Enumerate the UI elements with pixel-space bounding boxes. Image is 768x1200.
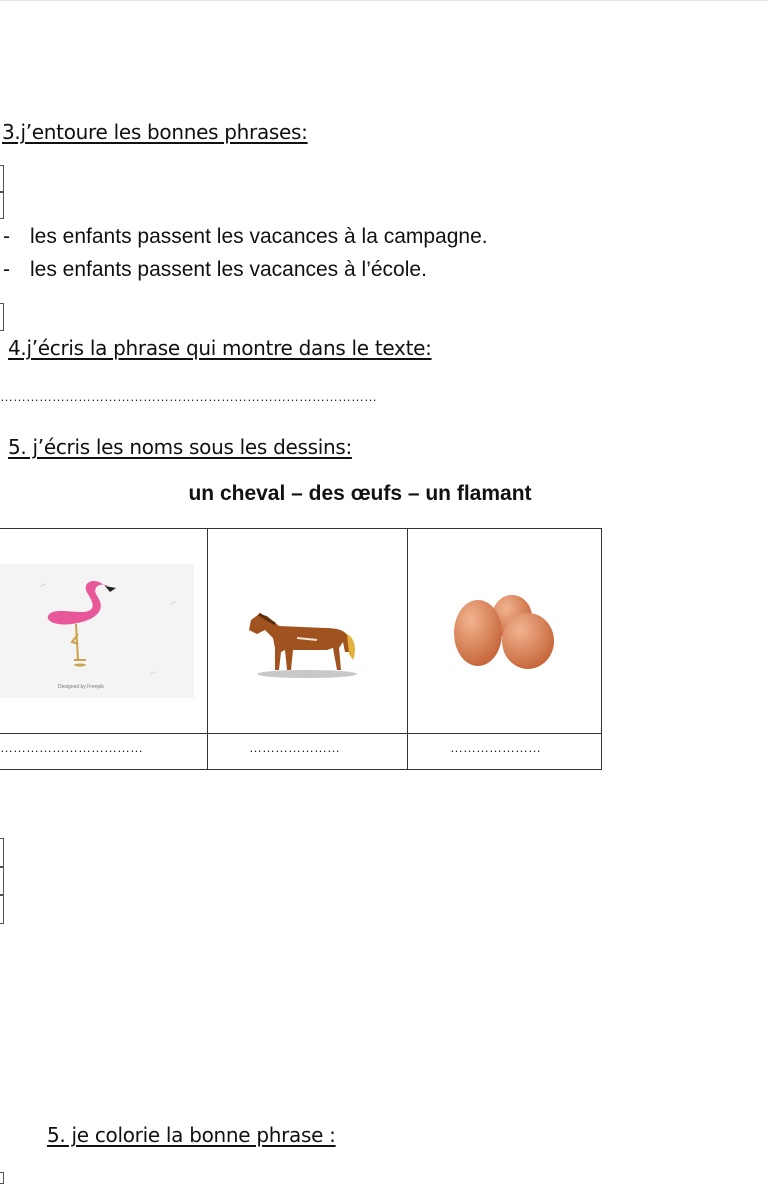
answer-blank-horse[interactable]: ………………… bbox=[249, 740, 340, 755]
table-border bbox=[0, 528, 602, 529]
sentence-option-1[interactable] bbox=[3, 225, 488, 249]
word-bank: un cheval – des œufs – un flamant bbox=[188, 482, 532, 505]
flamingo-image bbox=[0, 564, 194, 698]
answer-blank-eggs[interactable]: ………………… bbox=[450, 740, 541, 755]
option-text: les enfants passent les vacances à l’école. bbox=[30, 258, 427, 281]
page-top-border bbox=[0, 0, 768, 1]
option-dash: - bbox=[3, 258, 10, 281]
box-fragment bbox=[0, 165, 4, 193]
eggs-icon bbox=[450, 593, 560, 673]
table-border bbox=[207, 528, 208, 770]
table-border bbox=[0, 733, 602, 734]
box-fragment bbox=[0, 191, 4, 219]
box-fragment bbox=[0, 1172, 4, 1184]
option-dash: - bbox=[3, 225, 10, 248]
horse-image bbox=[245, 608, 363, 682]
exercise5-heading: 5. j’écris les noms sous les dessins: bbox=[8, 435, 352, 459]
box-fragment bbox=[0, 838, 4, 868]
eggs-image bbox=[450, 593, 560, 673]
exercise4-heading: 4.j’écris la phrase qui montre dans le texte: bbox=[8, 336, 432, 360]
exercise3-heading: 3.j’entoure les bonnes phrases: bbox=[2, 120, 308, 144]
answer-line[interactable]: …………………………………………………………………………… bbox=[0, 389, 377, 404]
flamingo-icon bbox=[0, 564, 194, 698]
horse-icon bbox=[245, 608, 363, 682]
box-fragment bbox=[0, 894, 4, 924]
answer-blank-flamingo[interactable]: …………………………… bbox=[0, 740, 143, 755]
box-fragment bbox=[0, 866, 4, 896]
table-border bbox=[0, 769, 602, 770]
table-border bbox=[601, 528, 602, 770]
sentence-option-2[interactable] bbox=[3, 258, 427, 282]
table-border bbox=[407, 528, 408, 770]
image-credit: Designed by Freepik bbox=[58, 684, 104, 690]
option-text: les enfants passent les vacances à la campagne. bbox=[30, 225, 488, 248]
box-fragment bbox=[0, 303, 4, 331]
exercise6-heading: 5. je colorie la bonne phrase : bbox=[47, 1123, 336, 1147]
